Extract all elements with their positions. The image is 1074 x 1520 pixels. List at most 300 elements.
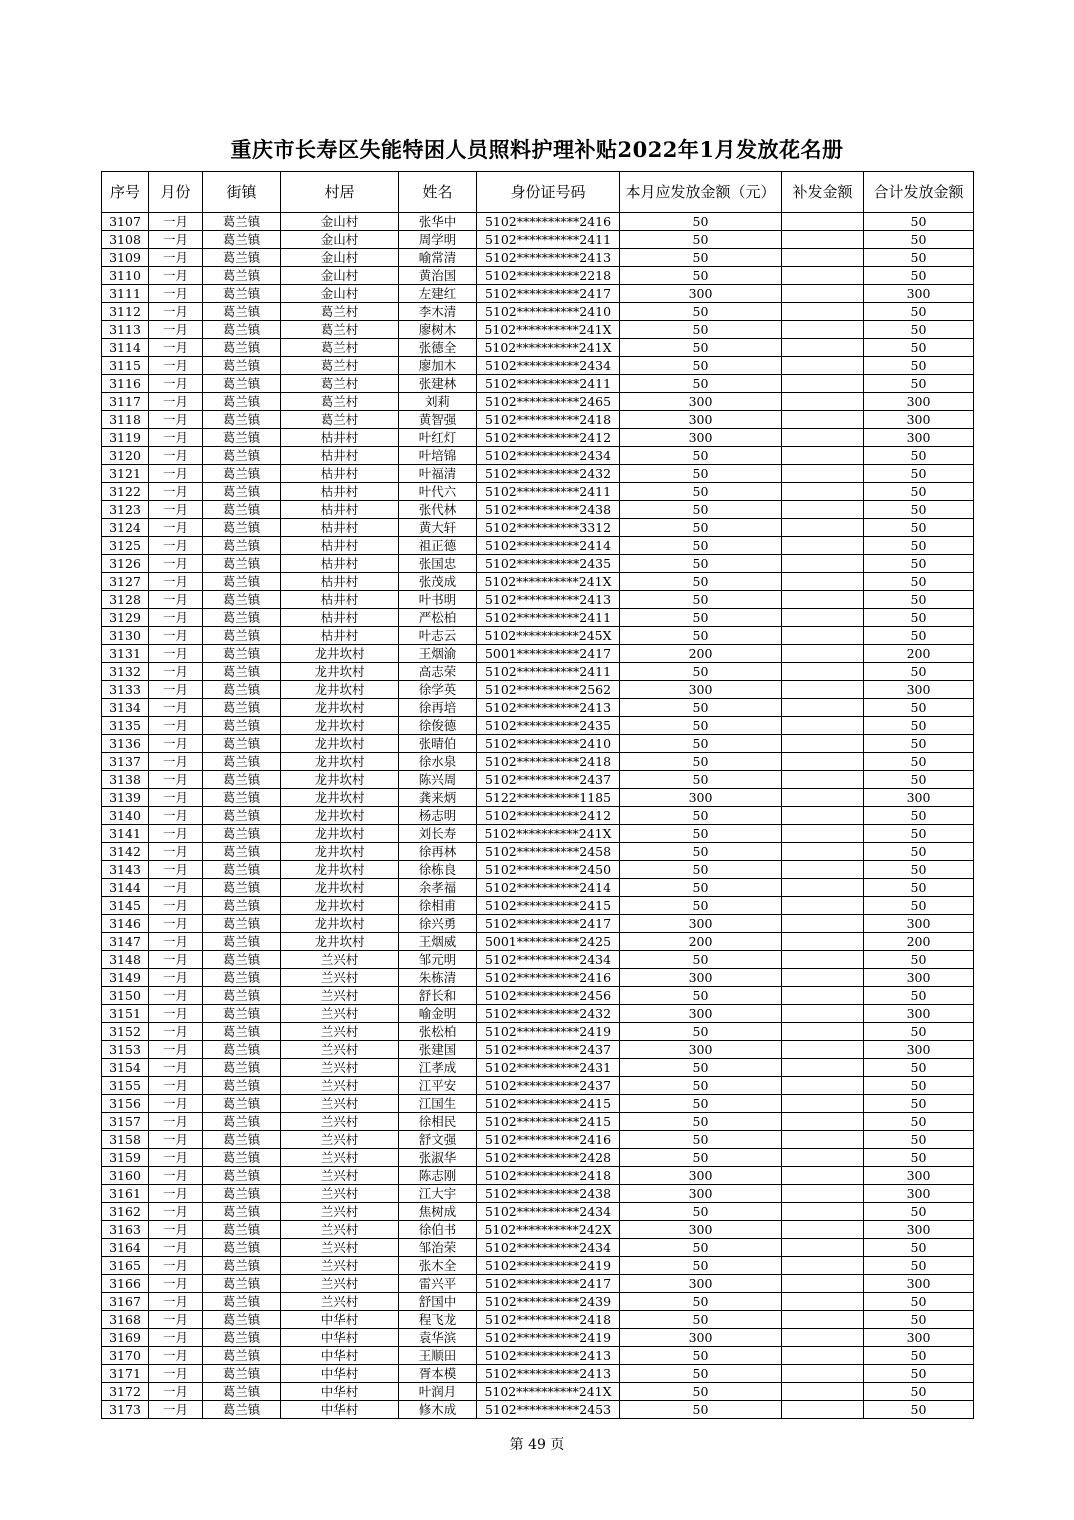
cell-town: 葛兰镇 [203,1095,281,1113]
cell-village: 龙井坎村 [281,735,399,753]
cell-town: 葛兰镇 [203,1041,281,1059]
cell-name: 邹元明 [399,951,477,969]
cell-town: 葛兰镇 [203,285,281,303]
table-row [102,1149,974,1167]
cell-name: 祖正德 [399,537,477,555]
table-row [102,1347,974,1365]
cell-id-number: 5102**********2431 [477,1059,620,1077]
cell-name: 叶志云 [399,627,477,645]
cell-id-number: 5102**********2453 [477,1401,620,1419]
cell-monthly-amount: 50 [620,1401,782,1419]
cell-month: 一月 [149,357,203,375]
cell-village: 兰兴村 [281,1077,399,1095]
cell-seq: 3161 [102,1185,149,1203]
cell-id-number: 5102**********2413 [477,591,620,609]
table-row [102,429,974,447]
cell-name: 黄大轩 [399,519,477,537]
cell-total-amount: 50 [864,591,974,609]
cell-month: 一月 [149,1383,203,1401]
cell-seq: 3135 [102,717,149,735]
cell-month: 一月 [149,717,203,735]
cell-village: 枯井村 [281,537,399,555]
table-row [102,393,974,411]
cell-monthly-amount: 50 [620,753,782,771]
cell-town: 葛兰镇 [203,1023,281,1041]
cell-seq: 3115 [102,357,149,375]
cell-total-amount: 300 [864,1275,974,1293]
cell-seq: 3136 [102,735,149,753]
cell-id-number: 5102**********241X [477,339,620,357]
cell-seq: 3139 [102,789,149,807]
cell-id-number: 5102**********2418 [477,753,620,771]
cell-seq: 3156 [102,1095,149,1113]
cell-town: 葛兰镇 [203,267,281,285]
cell-seq: 3146 [102,915,149,933]
cell-monthly-amount: 50 [620,1113,782,1131]
cell-total-amount: 50 [864,501,974,519]
cell-name: 叶红灯 [399,429,477,447]
cell-month: 一月 [149,1257,203,1275]
cell-monthly-amount: 50 [620,735,782,753]
cell-name: 张德全 [399,339,477,357]
table-row [102,213,974,231]
cell-town: 葛兰镇 [203,1113,281,1131]
cell-seq: 3111 [102,285,149,303]
table-row [102,1401,974,1419]
cell-id-number: 5102**********2411 [477,483,620,501]
cell-monthly-amount: 50 [620,555,782,573]
cell-town: 葛兰镇 [203,1401,281,1419]
cell-month: 一月 [149,321,203,339]
cell-month: 一月 [149,267,203,285]
cell-name: 江平安 [399,1077,477,1095]
cell-id-number: 5102**********2562 [477,681,620,699]
cell-seq: 3140 [102,807,149,825]
cell-month: 一月 [149,753,203,771]
cell-back-pay [782,1059,864,1077]
cell-town: 葛兰镇 [203,321,281,339]
cell-town: 葛兰镇 [203,1059,281,1077]
cell-name: 张晴伯 [399,735,477,753]
cell-back-pay [782,537,864,555]
cell-seq: 3123 [102,501,149,519]
cell-id-number: 5102**********2418 [477,1167,620,1185]
cell-id-number: 5102**********2416 [477,1131,620,1149]
cell-total-amount: 50 [864,231,974,249]
cell-id-number: 5102**********2437 [477,1041,620,1059]
table-row [102,699,974,717]
cell-back-pay [782,447,864,465]
cell-name: 王烟威 [399,933,477,951]
table-row [102,465,974,483]
cell-month: 一月 [149,1293,203,1311]
cell-village: 龙井坎村 [281,897,399,915]
table-row [102,789,974,807]
cell-seq: 3165 [102,1257,149,1275]
cell-total-amount: 300 [864,1329,974,1347]
cell-month: 一月 [149,1311,203,1329]
cell-village: 兰兴村 [281,1167,399,1185]
cell-town: 葛兰镇 [203,969,281,987]
cell-name: 张木全 [399,1257,477,1275]
cell-seq: 3137 [102,753,149,771]
cell-back-pay [782,555,864,573]
cell-name: 廖树木 [399,321,477,339]
cell-monthly-amount: 50 [620,1311,782,1329]
cell-back-pay [782,1023,864,1041]
cell-name: 江孝成 [399,1059,477,1077]
cell-town: 葛兰镇 [203,1239,281,1257]
cell-town: 葛兰镇 [203,915,281,933]
cell-back-pay [782,753,864,771]
cell-monthly-amount: 50 [620,303,782,321]
cell-seq: 3122 [102,483,149,501]
cell-town: 葛兰镇 [203,249,281,267]
cell-seq: 3163 [102,1221,149,1239]
cell-total-amount: 50 [864,771,974,789]
cell-total-amount: 300 [864,1185,974,1203]
table-row [102,663,974,681]
cell-back-pay [782,1077,864,1095]
cell-village: 兰兴村 [281,987,399,1005]
cell-back-pay [782,987,864,1005]
header-seq: 序号 [102,172,149,213]
cell-town: 葛兰镇 [203,537,281,555]
cell-town: 葛兰镇 [203,555,281,573]
cell-id-number: 5102**********2432 [477,465,620,483]
table-row [102,807,974,825]
cell-total-amount: 50 [864,987,974,1005]
cell-id-number: 5102**********2418 [477,411,620,429]
cell-id-number: 5102**********2413 [477,1365,620,1383]
table-row [102,717,974,735]
table-row [102,339,974,357]
cell-name: 朱栋清 [399,969,477,987]
cell-town: 葛兰镇 [203,429,281,447]
cell-seq: 3158 [102,1131,149,1149]
cell-back-pay [782,1149,864,1167]
cell-name: 左建红 [399,285,477,303]
cell-month: 一月 [149,429,203,447]
cell-back-pay [782,627,864,645]
cell-id-number: 5102**********2458 [477,843,620,861]
cell-town: 葛兰镇 [203,879,281,897]
cell-back-pay [782,1293,864,1311]
cell-seq: 3108 [102,231,149,249]
cell-seq: 3142 [102,843,149,861]
cell-seq: 3155 [102,1077,149,1095]
cell-town: 葛兰镇 [203,519,281,537]
cell-village: 中华村 [281,1383,399,1401]
cell-month: 一月 [149,951,203,969]
cell-total-amount: 50 [864,1401,974,1419]
cell-seq: 3173 [102,1401,149,1419]
cell-village: 枯井村 [281,519,399,537]
cell-monthly-amount: 300 [620,1167,782,1185]
cell-seq: 3127 [102,573,149,591]
cell-month: 一月 [149,807,203,825]
cell-town: 葛兰镇 [203,231,281,249]
table-row [102,1131,974,1149]
cell-total-amount: 300 [864,1167,974,1185]
cell-town: 葛兰镇 [203,663,281,681]
cell-name: 徐相民 [399,1113,477,1131]
table-row [102,771,974,789]
cell-month: 一月 [149,969,203,987]
cell-month: 一月 [149,1329,203,1347]
cell-total-amount: 50 [864,1023,974,1041]
table-row [102,645,974,663]
cell-village: 兰兴村 [281,1185,399,1203]
table-row [102,303,974,321]
table-row [102,681,974,699]
table-row [102,483,974,501]
cell-total-amount: 50 [864,807,974,825]
cell-seq: 3150 [102,987,149,1005]
cell-seq: 3125 [102,537,149,555]
cell-month: 一月 [149,411,203,429]
cell-total-amount: 300 [864,789,974,807]
cell-total-amount: 300 [864,285,974,303]
cell-id-number: 5102**********242X [477,1221,620,1239]
cell-village: 兰兴村 [281,1149,399,1167]
cell-back-pay [782,375,864,393]
cell-name: 张松柏 [399,1023,477,1041]
table-row [102,519,974,537]
cell-seq: 3119 [102,429,149,447]
cell-id-number: 5102**********2415 [477,1113,620,1131]
cell-seq: 3169 [102,1329,149,1347]
cell-back-pay [782,1005,864,1023]
cell-name: 黄治国 [399,267,477,285]
header-total-amount: 合计发放金额 [864,172,974,213]
cell-id-number: 5102**********2413 [477,249,620,267]
cell-village: 兰兴村 [281,1059,399,1077]
cell-back-pay [782,591,864,609]
cell-seq: 3168 [102,1311,149,1329]
cell-name: 张华中 [399,213,477,231]
cell-name: 张国忠 [399,555,477,573]
cell-total-amount: 50 [864,1239,974,1257]
cell-back-pay [782,789,864,807]
cell-total-amount: 50 [864,627,974,645]
cell-village: 葛兰村 [281,357,399,375]
cell-monthly-amount: 50 [620,1383,782,1401]
cell-total-amount: 50 [864,1293,974,1311]
cell-monthly-amount: 50 [620,447,782,465]
cell-name: 徐俊德 [399,717,477,735]
cell-month: 一月 [149,825,203,843]
cell-town: 葛兰镇 [203,1383,281,1401]
cell-total-amount: 300 [864,411,974,429]
cell-back-pay [782,501,864,519]
cell-month: 一月 [149,933,203,951]
cell-name: 陈志刚 [399,1167,477,1185]
cell-village: 金山村 [281,213,399,231]
cell-id-number: 5102**********2434 [477,447,620,465]
cell-id-number: 5102**********2411 [477,609,620,627]
cell-month: 一月 [149,915,203,933]
cell-total-amount: 50 [864,339,974,357]
table-row [102,1005,974,1023]
cell-back-pay [782,213,864,231]
cell-back-pay [782,483,864,501]
cell-village: 兰兴村 [281,1023,399,1041]
table-row [102,1167,974,1185]
cell-total-amount: 200 [864,933,974,951]
cell-seq: 3126 [102,555,149,573]
cell-name: 徐学英 [399,681,477,699]
cell-town: 葛兰镇 [203,1329,281,1347]
cell-name: 叶代六 [399,483,477,501]
cell-seq: 3172 [102,1383,149,1401]
cell-town: 葛兰镇 [203,717,281,735]
cell-seq: 3154 [102,1059,149,1077]
cell-id-number: 5102**********2410 [477,735,620,753]
cell-monthly-amount: 200 [620,933,782,951]
cell-total-amount: 50 [864,699,974,717]
cell-id-number: 5102**********2415 [477,897,620,915]
table-row [102,1023,974,1041]
cell-village: 龙井坎村 [281,933,399,951]
cell-monthly-amount: 300 [620,681,782,699]
cell-name: 徐水泉 [399,753,477,771]
cell-back-pay [782,681,864,699]
cell-monthly-amount: 50 [620,1131,782,1149]
cell-total-amount: 50 [864,1149,974,1167]
cell-back-pay [782,807,864,825]
cell-seq: 3132 [102,663,149,681]
cell-total-amount: 50 [864,249,974,267]
cell-id-number: 5122**********1185 [477,789,620,807]
cell-total-amount: 50 [864,1257,974,1275]
cell-month: 一月 [149,573,203,591]
cell-town: 葛兰镇 [203,483,281,501]
cell-id-number: 5102**********2411 [477,663,620,681]
cell-village: 中华村 [281,1329,399,1347]
table-row [102,1041,974,1059]
cell-id-number: 5102**********2465 [477,393,620,411]
cell-name: 舒文强 [399,1131,477,1149]
cell-seq: 3131 [102,645,149,663]
cell-total-amount: 50 [864,1311,974,1329]
cell-back-pay [782,573,864,591]
cell-village: 龙井坎村 [281,879,399,897]
cell-name: 焦树成 [399,1203,477,1221]
cell-name: 徐相甫 [399,897,477,915]
cell-name: 张建国 [399,1041,477,1059]
cell-total-amount: 300 [864,915,974,933]
cell-id-number: 5001**********2417 [477,645,620,663]
cell-month: 一月 [149,735,203,753]
cell-back-pay [782,249,864,267]
cell-village: 兰兴村 [281,951,399,969]
cell-back-pay [782,267,864,285]
cell-town: 葛兰镇 [203,1005,281,1023]
cell-name: 杨志明 [399,807,477,825]
cell-village: 兰兴村 [281,969,399,987]
cell-name: 胥本模 [399,1365,477,1383]
cell-seq: 3149 [102,969,149,987]
cell-back-pay [782,357,864,375]
cell-back-pay [782,1221,864,1239]
cell-month: 一月 [149,537,203,555]
cell-monthly-amount: 50 [620,573,782,591]
cell-town: 葛兰镇 [203,1149,281,1167]
table-row [102,231,974,249]
cell-village: 中华村 [281,1365,399,1383]
table-row [102,969,974,987]
cell-id-number: 5102**********2419 [477,1023,620,1041]
cell-monthly-amount: 50 [620,231,782,249]
table-row [102,321,974,339]
cell-seq: 3167 [102,1293,149,1311]
cell-month: 一月 [149,231,203,249]
cell-total-amount: 50 [864,843,974,861]
table-row [102,411,974,429]
cell-total-amount: 50 [864,735,974,753]
cell-back-pay [782,1131,864,1149]
cell-monthly-amount: 300 [620,1041,782,1059]
cell-town: 葛兰镇 [203,627,281,645]
cell-id-number: 5102**********2417 [477,915,620,933]
cell-village: 龙井坎村 [281,699,399,717]
cell-seq: 3128 [102,591,149,609]
cell-monthly-amount: 300 [620,1185,782,1203]
cell-total-amount: 50 [864,357,974,375]
cell-id-number: 5102**********2415 [477,1095,620,1113]
cell-town: 葛兰镇 [203,609,281,627]
cell-seq: 3160 [102,1167,149,1185]
cell-town: 葛兰镇 [203,501,281,519]
cell-town: 葛兰镇 [203,1275,281,1293]
cell-village: 金山村 [281,249,399,267]
table-row [102,1221,974,1239]
cell-total-amount: 50 [864,465,974,483]
table-body [102,213,974,1419]
cell-id-number: 5102**********2410 [477,303,620,321]
cell-seq: 3120 [102,447,149,465]
cell-month: 一月 [149,1203,203,1221]
cell-monthly-amount: 50 [620,897,782,915]
cell-id-number: 5102**********2434 [477,1239,620,1257]
cell-monthly-amount: 50 [620,861,782,879]
cell-total-amount: 50 [864,321,974,339]
roster-table [101,171,974,1419]
cell-name: 张淑华 [399,1149,477,1167]
cell-village: 兰兴村 [281,1041,399,1059]
cell-monthly-amount: 50 [620,375,782,393]
cell-monthly-amount: 50 [620,1059,782,1077]
cell-back-pay [782,1329,864,1347]
cell-seq: 3121 [102,465,149,483]
cell-id-number: 5102**********2435 [477,717,620,735]
table-row [102,357,974,375]
cell-name: 黄智强 [399,411,477,429]
cell-back-pay [782,1365,864,1383]
cell-town: 葛兰镇 [203,339,281,357]
table-row [102,1311,974,1329]
cell-name: 张代林 [399,501,477,519]
cell-monthly-amount: 50 [620,663,782,681]
cell-town: 葛兰镇 [203,681,281,699]
cell-village: 龙井坎村 [281,717,399,735]
cell-month: 一月 [149,987,203,1005]
cell-village: 龙井坎村 [281,807,399,825]
cell-back-pay [782,609,864,627]
cell-id-number: 5102**********241X [477,1383,620,1401]
cell-month: 一月 [149,465,203,483]
